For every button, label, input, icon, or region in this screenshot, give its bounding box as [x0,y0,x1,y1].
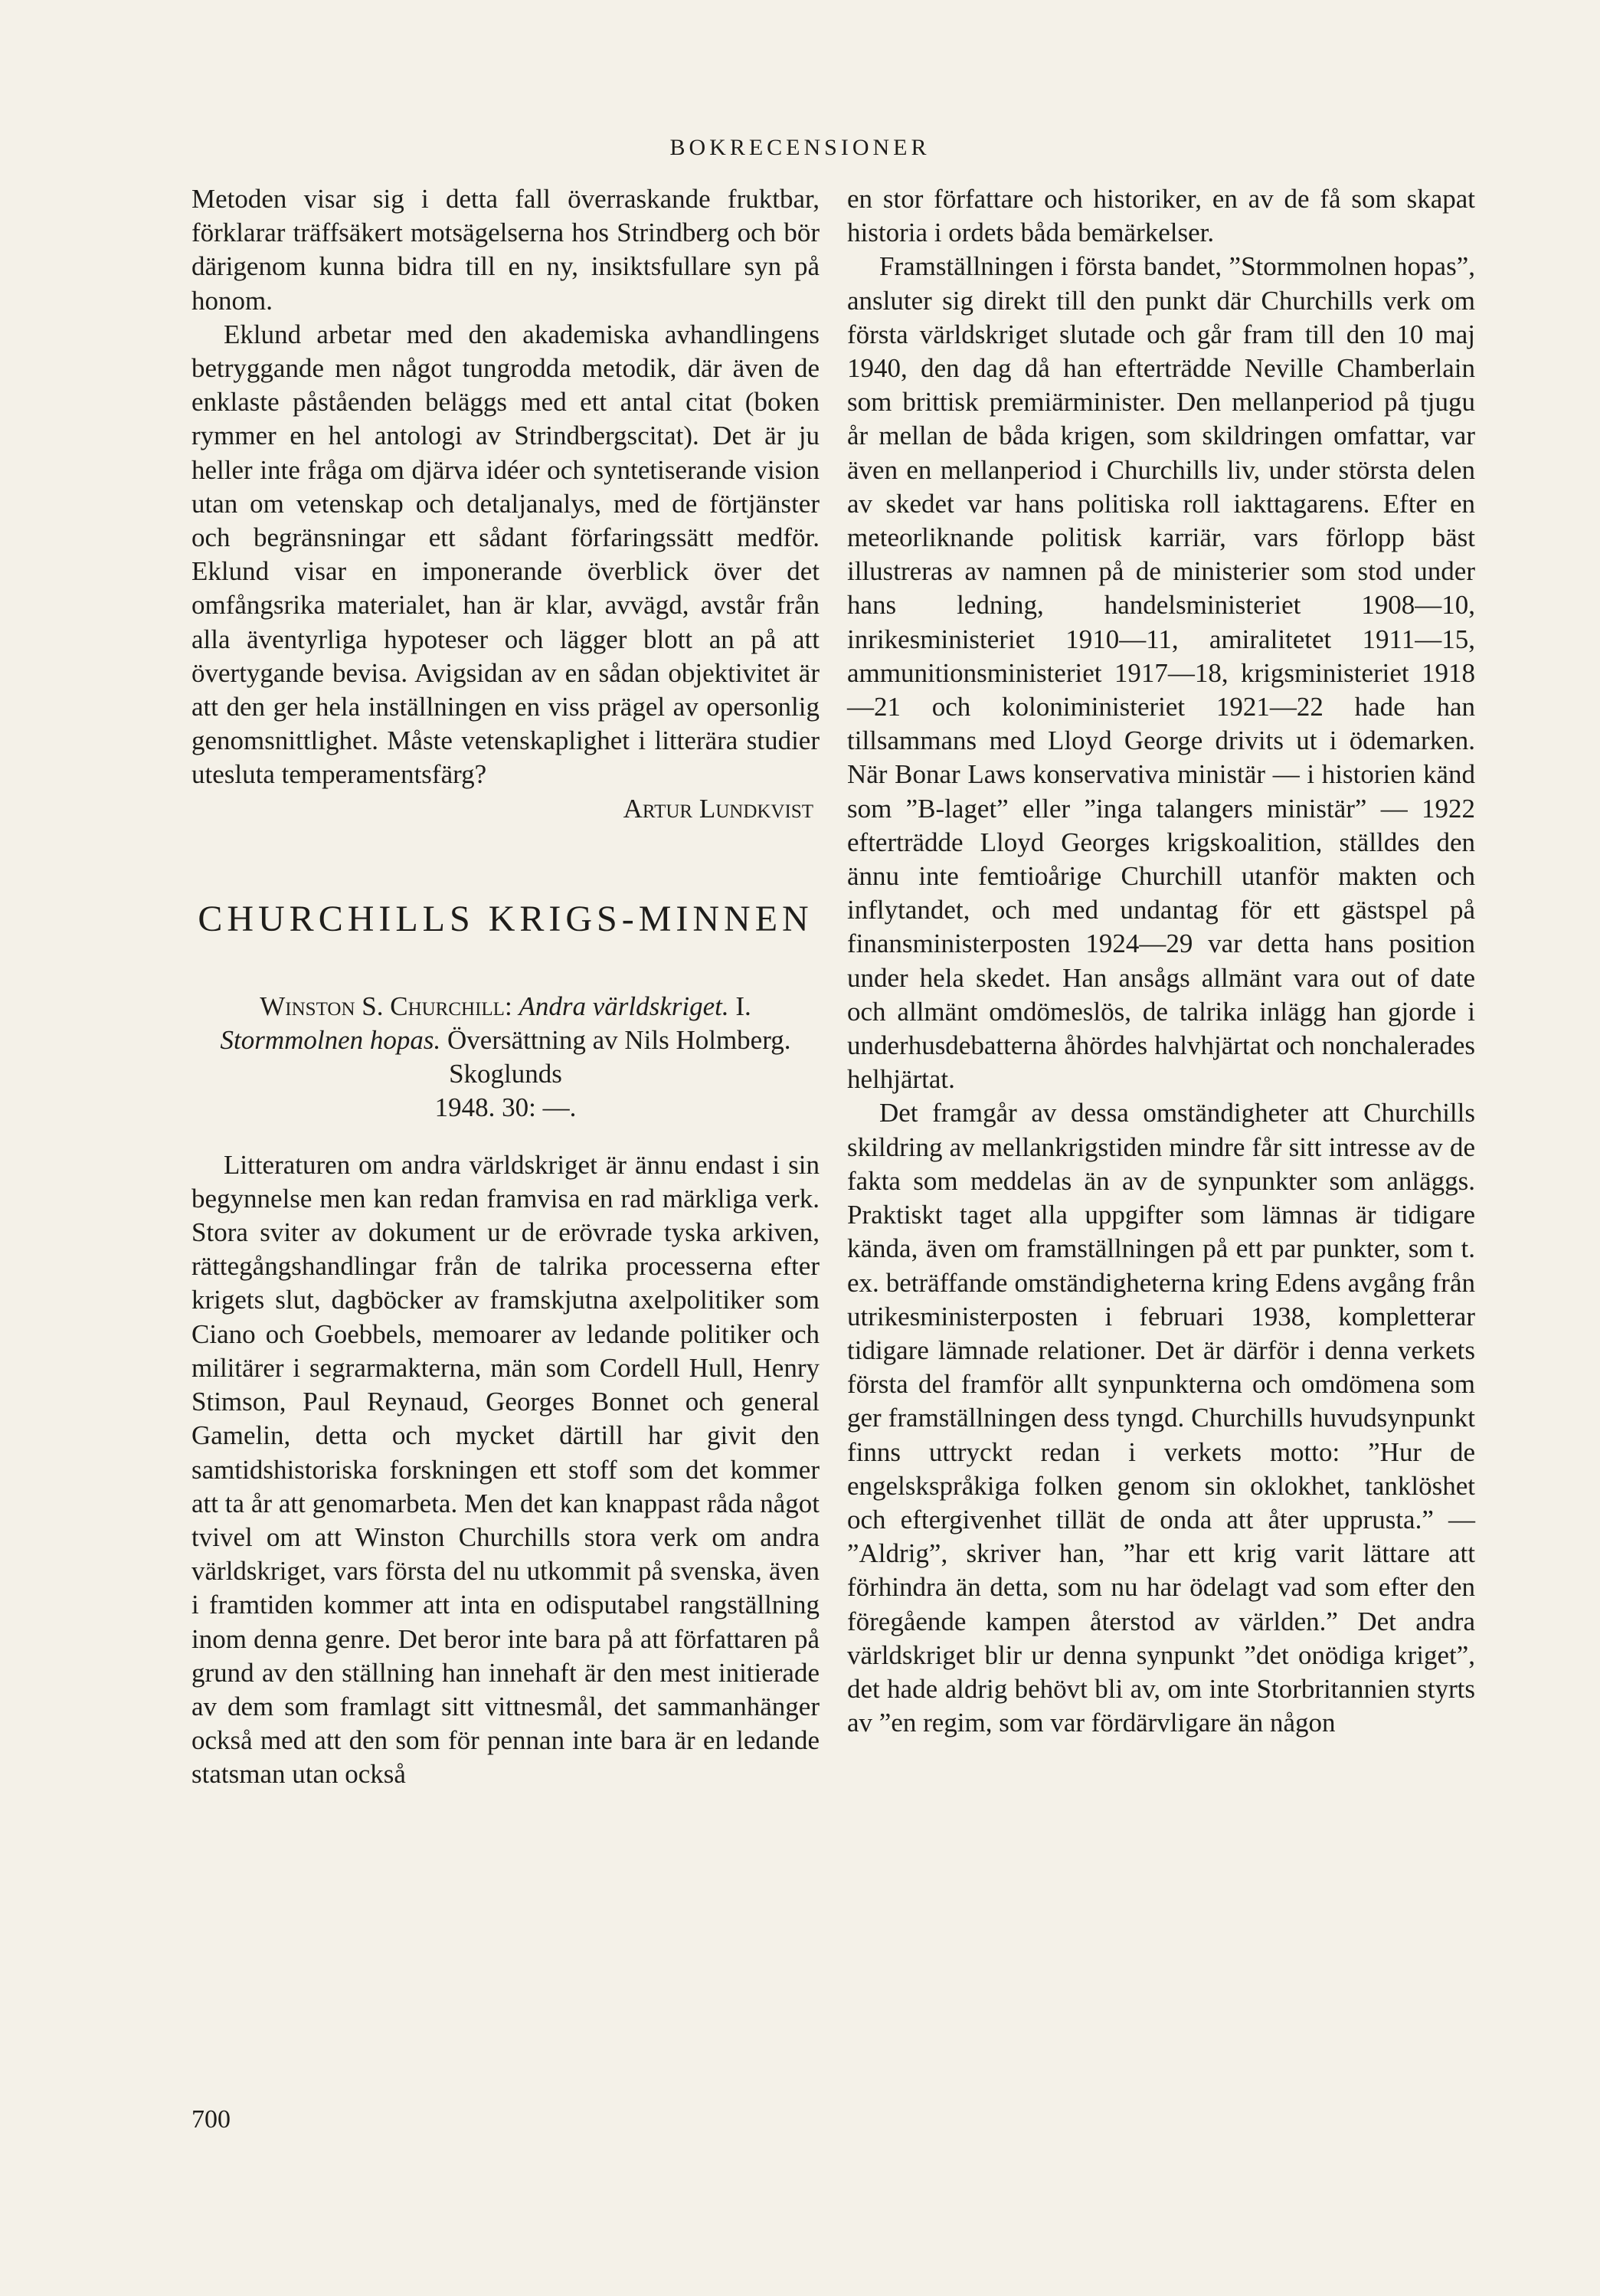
book-translation: Översättning av Nils Holmberg. [447,1025,791,1056]
book-reference [207,990,804,1125]
book-author: Winston S. Churchill: [260,991,512,1021]
book-title: Andra världskriget. [519,991,729,1021]
page-number: 700 [191,2105,231,2134]
left-column [191,182,820,1792]
book-subtitle: Stormmolnen hopas. [220,1025,441,1056]
paragraph: Litteraturen om andra världskriget är ännu endast i sin begynnelse men kan redan framvisa en rad märkliga verk. Stora sviter av dokument ur de erövrade tyska arkiven, rättegångshandlingar från de talrika processerna efter krigets slut, dagböcker av framskjutna axelpolitiker som Ciano och Goebbels, memoarer av ledande politiker och militärer i segrarmakterna, män som Cordell Hull, Henry Stimson, Paul Reynaud, Georges Bonnet och general Gamelin, detta och mycket därtill har givit den samtidshistoriska forskningen ett stoff som det kommer att ta år att genomarbeta. Men det kan knappast råda något tvivel om att Winston Churchills stora verk om andra världskriget, vars första del nu utkommit på svenska, även i framtiden kommer att inta en odisputabel rangställning inom denna genre. Det beror inte bara på att författaren på grund av den ställning han innehaft är den mest initierade av dem som framlagt sitt vittnesmål, det sammanhänger också med att den som för pennan inte bara är en ledande statsman utan också [191,1149,820,1790]
paragraph: Framställningen i första bandet, ”Stormmolnen hopas”, ansluter sig direkt till den punkt där Churchills verk om första världskriget slutade och går fram till den 10 maj 1940, den dag då han efterträdde Neville Chamberlain som brittisk premiärminister. Den mellanperiod på tjugu år mellan de båda krigen, som skildringen omfattar, var även en mellanperiod i Churchills liv, under största delen av skedet var hans politiska roll iakttagarens. Efter en meteorliknande politisk karriär, vars förlopp bäst illustreras av namnen på de ministerier som stod under hans ledning, handelsministeriet 1908—10, inrikesministeriet 1910—11, amiralitetet 1911—15, ammunitionsministeriet 1917—18, krigsministeriet 1918—21 och koloniministeriet 1921—22 hade han tillsammans med Lloyd George drivits ut i ödemarken. När Bonar Laws konservativa ministär — i historien känd som ”B-laget” eller ”inga talangers ministär” — 1922 efterträdde Lloyd Georges krigskoalition, ställdes den ännu inte femtioårige Churchill utanför makten och inflytandet, och med undantag för ett gästspel på finansministerposten 1924—29 var detta hans position under hela skedet. Han ansågs allmänt vara out of date och allmänt omdömeslös, de talrika inlägg han gjorde i underhusdebatterna åhördes halvhjärtat och nonchalerades helhjärtat. [847,251,1475,1095]
paragraph: en stor författare och historiker, en av de få som skapat historia i ordets båda bemärkelser. [847,184,1475,248]
right-column [847,182,1475,1740]
section-title: CHURCHILLS KRIGS-MINNEN [198,898,813,939]
book-publisher: Skoglunds [449,1059,562,1089]
running-head: BOKRECENSIONER [669,135,931,160]
paragraph: Det framgår av dessa omständigheter att Churchills skildring av mellankrigstiden mindre får sitt intresse av de fakta som meddelas än av de synpunkter som anläggs. Praktiskt taget alla uppgifter som lämnas är tidigare kända, även om framställningen på ett par punkter, som t. ex. beträffande omständigheterna kring Edens avgång från utrikesministerposten i februari 1938, kompletterar tidigare lämnade relationer. Det är därför i denna verkets första del framför allt synpunkterna och omdömena som ger framställningen dess tyngd. Churchills huvudsynpunkt finns uttryckt redan i verkets motto: ”Hur de engelskspråkiga folken genom sin oklokhet, tanklöshet och eftergivenhet tillät de onda att åter upprusta.” — ”Aldrig”, skriver han, ”har ett krig varit lättare att förhindra än detta, som nu har ödelagt vad som efter den föregående kampen återstod av världen.” Det andra världskriget blir ur denna synpunkt ”det onödiga kriget”, det hade aldrig behövt bli av, om inte Storbritannien styrts av ”en regim, som var fördärvligare än någon [847,1098,1475,1738]
book-volume: I. [735,991,751,1021]
review-signature: Artur Lundkvist [623,793,813,824]
book-year-price: 1948. 30: —. [434,1092,577,1123]
paragraph: Eklund arbetar med den akademiska avhandlingens betryggande men något tungrodda metodik, där även de enklaste påståenden beläggs med ett antal citat (boken rymmer en hel antologi av Strindbergscitat). Det är ju heller inte fråga om djärva idéer och syntetiserande vision utan om vetenskap och detaljanalys, med de förtjänster och begränsningar ett sådant förfaringssätt medför. Eklund visar en imponerande överblick över det omfångsrika materialet, han är klar, avvägd, avstår från alla äventyrliga hypoteser och lägger blott an på att övertygande bevisa. Avigsidan av en sådan objektivitet är att den ger hela inställningen en viss prägel av opersonlig genomsnittlighet. Måste vetenskaplighet i litterära studier utesluta temperamentsfärg? [191,319,820,790]
paragraph: Metoden visar sig i detta fall överraskande fruktbar, förklarar träffsäkert motsägelserna hos Strindberg och bör därigenom kunna bidra till en ny, insiktsfullare syn på honom. [191,184,820,316]
